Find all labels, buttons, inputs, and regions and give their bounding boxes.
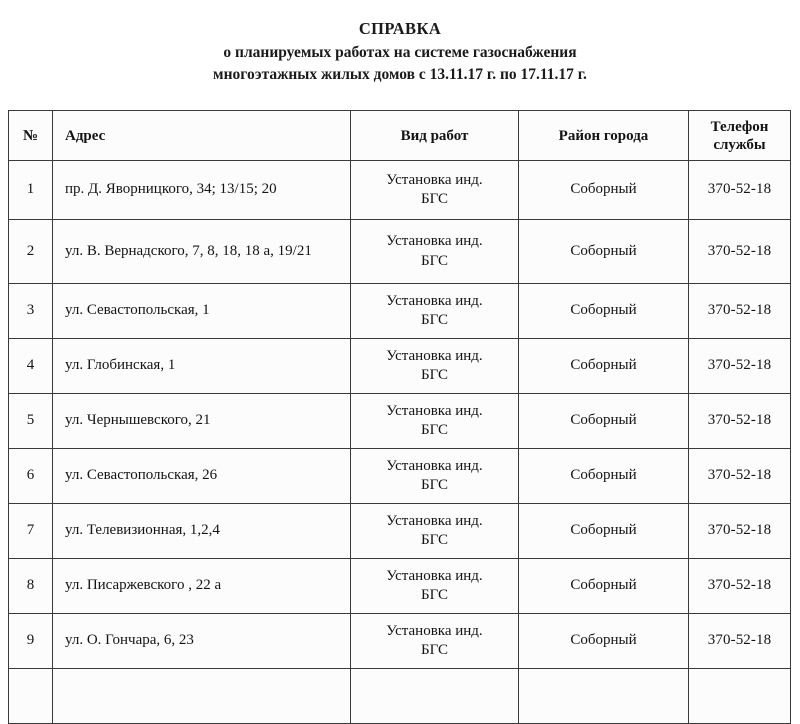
page-title: СПРАВКА [358, 19, 442, 38]
table-body [9, 161, 791, 724]
row-number: 1 [9, 161, 53, 220]
row-address: пр. Д. Яворницкого, 34; 13/15; 20 [53, 161, 351, 220]
row-address: ул. Глобинская, 1 [53, 339, 351, 394]
row-work-type [351, 504, 519, 559]
row-number: 4 [9, 339, 53, 394]
subtitle-line-2: многоэтажных жилых домов с 13.11.17 г. по 17.11.17 г. [213, 65, 587, 83]
row-work-type-line-1: Установка инд. [386, 171, 483, 188]
table-row [9, 559, 791, 614]
row-phone: 370-52-18 [689, 394, 791, 449]
row-district: Соборный [519, 449, 689, 504]
column-header-number: № [9, 111, 53, 161]
row-number: 6 [9, 449, 53, 504]
row-work-type-line-1: Установка инд. [386, 622, 483, 639]
column-header-phone-line-2: службы [713, 136, 766, 153]
row-district: Соборный [519, 220, 689, 284]
row-district: Соборный [519, 161, 689, 220]
subtitle-line-1: о планируемых работах на системе газоснабжения [223, 43, 577, 61]
table-row [9, 669, 791, 724]
row-work-type-line-1: Установка инд. [386, 292, 483, 309]
row-number: 8 [9, 559, 53, 614]
table-row [9, 220, 791, 284]
row-number: 2 [9, 220, 53, 284]
row-work-type [351, 339, 519, 394]
row-district: Соборный [519, 504, 689, 559]
table-cell-clipped [53, 669, 351, 724]
row-phone: 370-52-18 [689, 339, 791, 394]
row-phone: 370-52-18 [689, 614, 791, 669]
row-phone: 370-52-18 [689, 220, 791, 284]
row-work-type-line-1: Установка инд. [386, 233, 483, 249]
row-work-type [351, 614, 519, 669]
table-row [9, 504, 791, 559]
row-work-type [351, 449, 519, 504]
row-address: ул. О. Гончара, 6, 23 [53, 614, 351, 669]
row-number: 9 [9, 614, 53, 669]
row-district: Соборный [519, 339, 689, 394]
table-cell-clipped [689, 669, 791, 724]
row-number: 5 [9, 394, 53, 449]
document-header [0, 0, 800, 86]
row-district: Соборный [519, 394, 689, 449]
table-header-row [9, 111, 791, 161]
row-address: ул. Севастопольская, 1 [53, 284, 351, 339]
document-subtitle [0, 42, 800, 86]
table-row [9, 284, 791, 339]
column-header-phone [689, 111, 791, 161]
row-phone: 370-52-18 [689, 161, 791, 220]
row-address: ул. Севастопольская, 26 [53, 449, 351, 504]
row-work-type [351, 161, 519, 220]
row-work-type-line-1: Установка инд. [386, 567, 483, 584]
row-phone: 370-52-18 [689, 449, 791, 504]
row-work-type-line-1: Установка инд. [386, 512, 483, 529]
column-header-work-type: Вид работ [351, 111, 519, 161]
row-work-type [351, 284, 519, 339]
row-work-type [351, 394, 519, 449]
works-table-container [8, 110, 790, 724]
row-district: Соборный [519, 284, 689, 339]
row-number: 3 [9, 284, 53, 339]
row-phone: 370-52-18 [689, 559, 791, 614]
row-district: Соборный [519, 559, 689, 614]
row-work-type-line-2: БГС [420, 422, 449, 438]
table-row [9, 161, 791, 220]
table-row [9, 339, 791, 394]
row-work-type-line-2: БГС [420, 587, 449, 603]
table-cell-clipped [351, 669, 519, 724]
column-header-district: Район города [519, 111, 689, 161]
row-work-type-line-2: БГС [420, 642, 449, 658]
row-work-type-line-1: Установка инд. [386, 347, 483, 364]
table-header [9, 111, 791, 161]
table-row [9, 394, 791, 449]
row-work-type [351, 559, 519, 614]
row-work-type [351, 220, 519, 284]
table-cell-clipped [519, 669, 689, 724]
table-row [9, 449, 791, 504]
row-work-type-line-2: БГС [420, 252, 449, 269]
row-district: Соборный [519, 614, 689, 669]
row-work-type-line-2: БГС [420, 477, 449, 493]
column-header-phone-line-1: Телефон [710, 118, 769, 135]
table-cell-clipped [9, 669, 53, 724]
row-phone: 370-52-18 [689, 284, 791, 339]
row-address: ул. Чернышевского, 21 [53, 394, 351, 449]
row-work-type-line-2: БГС [420, 312, 449, 328]
row-work-type-line-2: БГС [420, 532, 449, 548]
row-address: ул. Телевизионная, 1,2,4 [53, 504, 351, 559]
row-address: ул. Писаржевского , 22 а [53, 559, 351, 614]
table-row [9, 614, 791, 669]
row-address: ул. В. Вернадского, 7, 8, 18, 18 а, 19/21 [53, 220, 351, 284]
row-number: 7 [9, 504, 53, 559]
row-work-type-line-2: БГС [420, 191, 449, 207]
works-table [8, 110, 791, 724]
row-work-type-line-1: Установка инд. [386, 457, 483, 474]
row-phone: 370-52-18 [689, 504, 791, 559]
row-work-type-line-2: БГС [420, 367, 449, 383]
row-work-type-line-1: Установка инд. [386, 402, 483, 419]
column-header-address: Адрес [53, 111, 351, 161]
